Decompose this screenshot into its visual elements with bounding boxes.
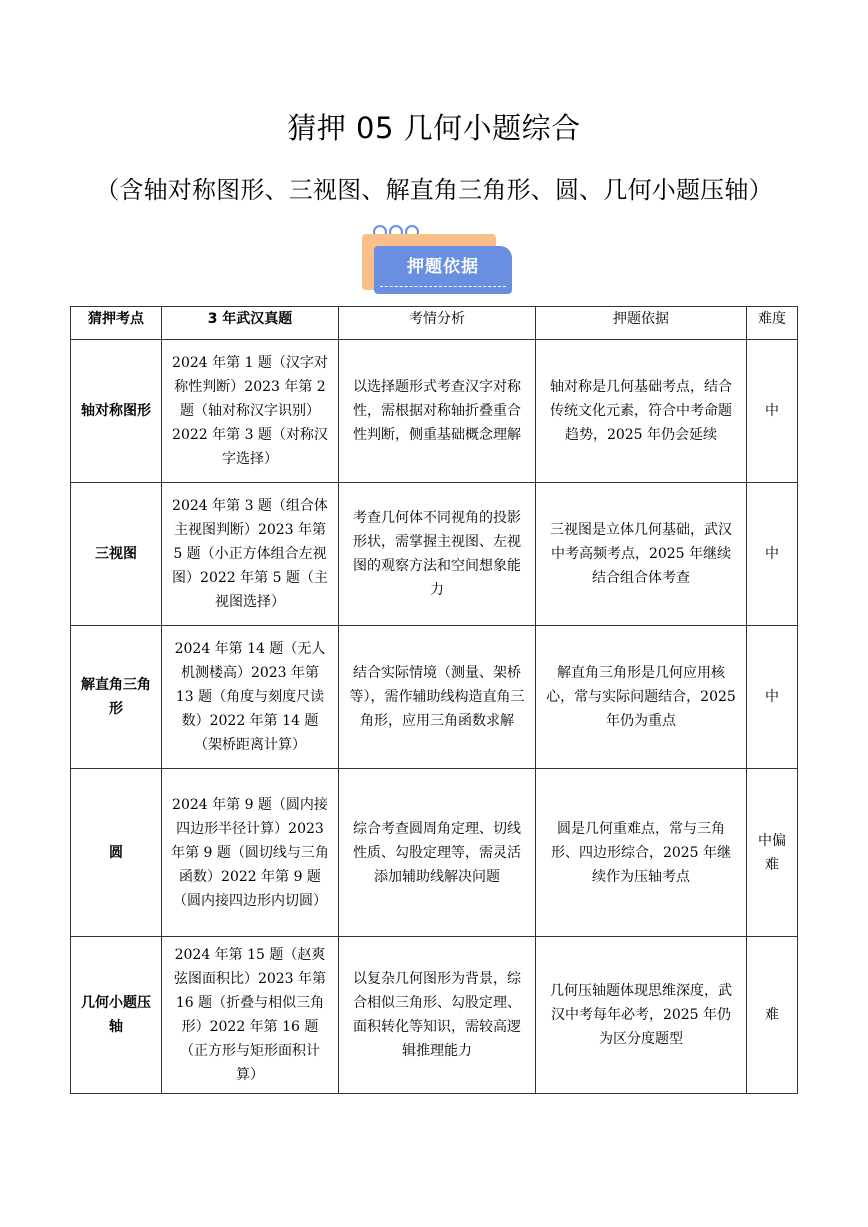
cell-basis: 三视图是立体几何基础，武汉中考高频考点，2025 年继续结合组合体考查 [536,483,747,626]
header-history: 3 年武汉真题 [162,307,339,340]
badge-dashed-line [380,286,506,287]
page-subtitle: （含轴对称图形、三视图、解直角三角形、圆、几何小题压轴） [95,176,773,204]
cell-difficulty: 中偏难 [747,769,798,937]
cell-analysis: 考查几何体不同视角的投影形状，需掌握主视图、左视图的观察方法和空间想象能力 [339,483,536,626]
table-header-row [71,307,798,340]
cell-analysis: 综合考查圆周角定理、切线性质、勾股定理等，需灵活添加辅助线解决问题 [339,769,536,937]
header-analysis: 考情分析 [339,307,536,340]
cell-history: 2024 年第 9 题（圆内接四边形半径计算）2023 年第 9 题（圆切线与三角函数）2022 年第 9 题（圆内接四边形内切圆） [162,769,339,937]
cell-difficulty: 中 [747,483,798,626]
cell-point: 解直角三角形 [71,626,162,769]
header-difficulty: 难度 [747,307,798,340]
cell-point: 轴对称图形 [71,340,162,483]
cell-analysis: 以复杂几何图形为背景，综合相似三角形、勾股定理、面积转化等知识，需较高逻辑推理能力 [339,937,536,1094]
prediction-table [70,306,798,1094]
header-basis: 押题依据 [536,307,747,340]
page-title: 猜押 05 几何小题综合 [287,111,581,145]
cell-basis: 轴对称是几何基础考点，结合传统文化元素，符合中考命题趋势，2025 年仍会延续 [536,340,747,483]
cell-history: 2024 年第 3 题（组合体主视图判断）2023 年第 5 题（小正方体组合左视图）2022 年第 5 题（主视图选择） [162,483,339,626]
badge-label: 押题依据 [374,246,512,294]
cell-difficulty: 难 [747,937,798,1094]
cell-point: 三视图 [71,483,162,626]
cell-basis: 解直角三角形是几何应用核心，常与实际问题结合，2025 年仍为重点 [536,626,747,769]
table-row [71,769,798,937]
cell-basis: 几何压轴题体现思维深度，武汉中考每年必考，2025 年仍为区分度题型 [536,937,747,1094]
table-row [71,340,798,483]
cell-point: 几何小题压轴 [71,937,162,1094]
cell-basis: 圆是几何重难点，常与三角形、四边形综合，2025 年继续作为压轴考点 [536,769,747,937]
cell-analysis: 结合实际情境（测量、架桥等），需作辅助线构造直角三角形，应用三角函数求解 [339,626,536,769]
cell-difficulty: 中 [747,626,798,769]
table-row [71,937,798,1094]
cell-history: 2024 年第 14 题（无人机测楼高）2023 年第 13 题（角度与刻度尺读数）2022 年第 14 题（架桥距离计算） [162,626,339,769]
header-point: 猜押考点 [71,307,162,340]
cell-history: 2024 年第 1 题（汉字对称性判断）2023 年第 2 题（轴对称汉字识别）2022 年第 3 题（对称汉字选择） [162,340,339,483]
cell-point: 圆 [71,769,162,937]
cell-difficulty: 中 [747,340,798,483]
table-row [71,483,798,626]
table-row [71,626,798,769]
cell-analysis: 以选择题形式考查汉字对称性，需根据对称轴折叠重合性判断，侧重基础概念理解 [339,340,536,483]
section-badge [360,220,520,300]
cell-history: 2024 年第 15 题（赵爽弦图面积比）2023 年第 16 题（折叠与相似三角形）2022 年第 16 题（正方形与矩形面积计算） [162,937,339,1094]
